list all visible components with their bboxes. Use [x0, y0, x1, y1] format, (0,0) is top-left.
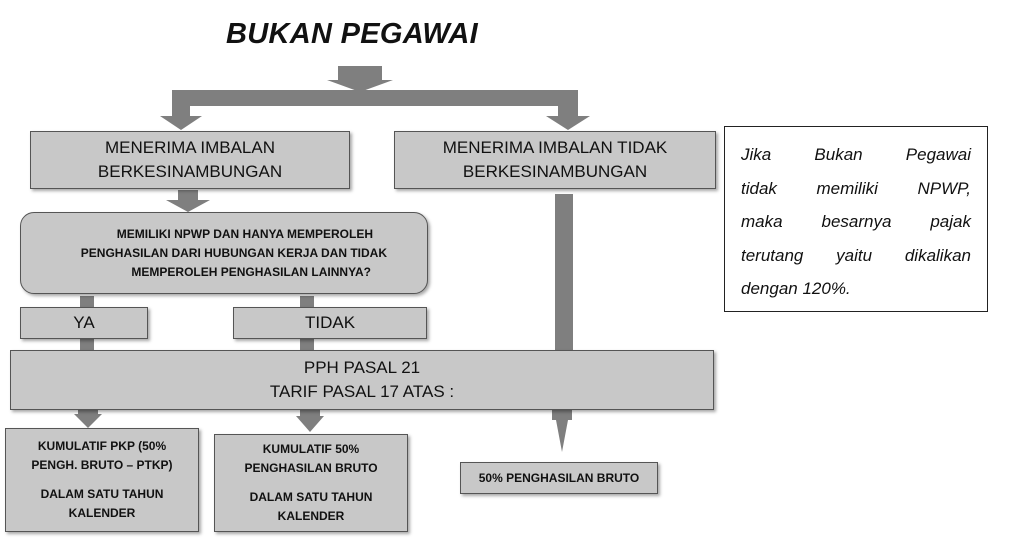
result-ya-box [5, 428, 199, 532]
note-line-3: maka besarnya pajak [741, 212, 971, 231]
answer-ya-label: YA [73, 313, 95, 332]
result-tidak-sub-2: KALENDER [277, 509, 345, 523]
answer-tidak-label: TIDAK [304, 313, 356, 332]
result-right-label: 50% PENGHASILAN BRUTO [478, 470, 640, 485]
question-line-3: MEMPEROLEH PENGHASILAN LAINNYA? [131, 264, 371, 279]
branch-tidak-berkesinambungan-box [394, 131, 716, 189]
pph-to-result-ya-arrow [74, 410, 102, 428]
result-tidak-sub-1: DALAM SATU TAHUN [249, 490, 373, 504]
branch-right-line-2: BERKESINAMBUNGAN [462, 162, 648, 181]
pph-to-result-tidak-arrow [296, 410, 324, 432]
splitter-bar [172, 90, 578, 106]
note-line-1: Jika Bukan Pegawai [741, 145, 971, 164]
result-tidak-line-1: KUMULATIF 50% [262, 442, 360, 456]
note-line-4: terutang yaitu dikalikan [741, 245, 971, 265]
result-tidak-line-2: PENGHASILAN BRUTO [244, 461, 378, 475]
npwp-note-box [724, 126, 988, 312]
branch-left-line-1: MENERIMA IMBALAN [104, 138, 276, 157]
result-ya-sub-1: DALAM SATU TAHUN [40, 487, 164, 501]
pph-to-result-right-arrow [552, 410, 572, 452]
branch-right-line-1: MENERIMA IMBALAN TIDAK [442, 138, 668, 157]
result-tidak-box [214, 434, 408, 532]
answer-ya-box [20, 307, 148, 339]
title-down-arrow [327, 66, 393, 92]
to-question-arrow [166, 190, 210, 212]
result-ya-line-2: PENGH. BRUTO – PTKP) [31, 458, 173, 472]
question-line-1: MEMILIKI NPWP DAN HANYA MEMPEROLEH [116, 226, 373, 241]
question-npwp-box [20, 212, 428, 294]
result-ya-line-1: KUMULATIF PKP (50% [37, 439, 167, 453]
pph-line-1: PPH PASAL 21 [303, 358, 421, 377]
result-ya-sub-2: KALENDER [68, 506, 136, 520]
right-shaft [555, 194, 573, 350]
left-branch-arrow [160, 106, 202, 130]
pph-line-2: TARIF PASAL 17 ATAS : [269, 382, 455, 401]
result-tidak-berkesinambungan-box [460, 462, 658, 494]
note-line-5: dengan 120%. [741, 279, 851, 298]
answer-tidak-box [233, 307, 427, 339]
pph-pasal-21-box [10, 350, 714, 410]
page-title: BUKAN PEGAWAI [226, 18, 479, 50]
note-line-2: tidak memiliki NPWP, [741, 178, 971, 198]
question-line-2: PENGHASILAN DARI HUBUNGAN KERJA DAN TIDAK [80, 245, 387, 260]
branch-left-line-2: BERKESINAMBUNGAN [97, 162, 283, 181]
branch-berkesinambungan-box [30, 131, 350, 189]
